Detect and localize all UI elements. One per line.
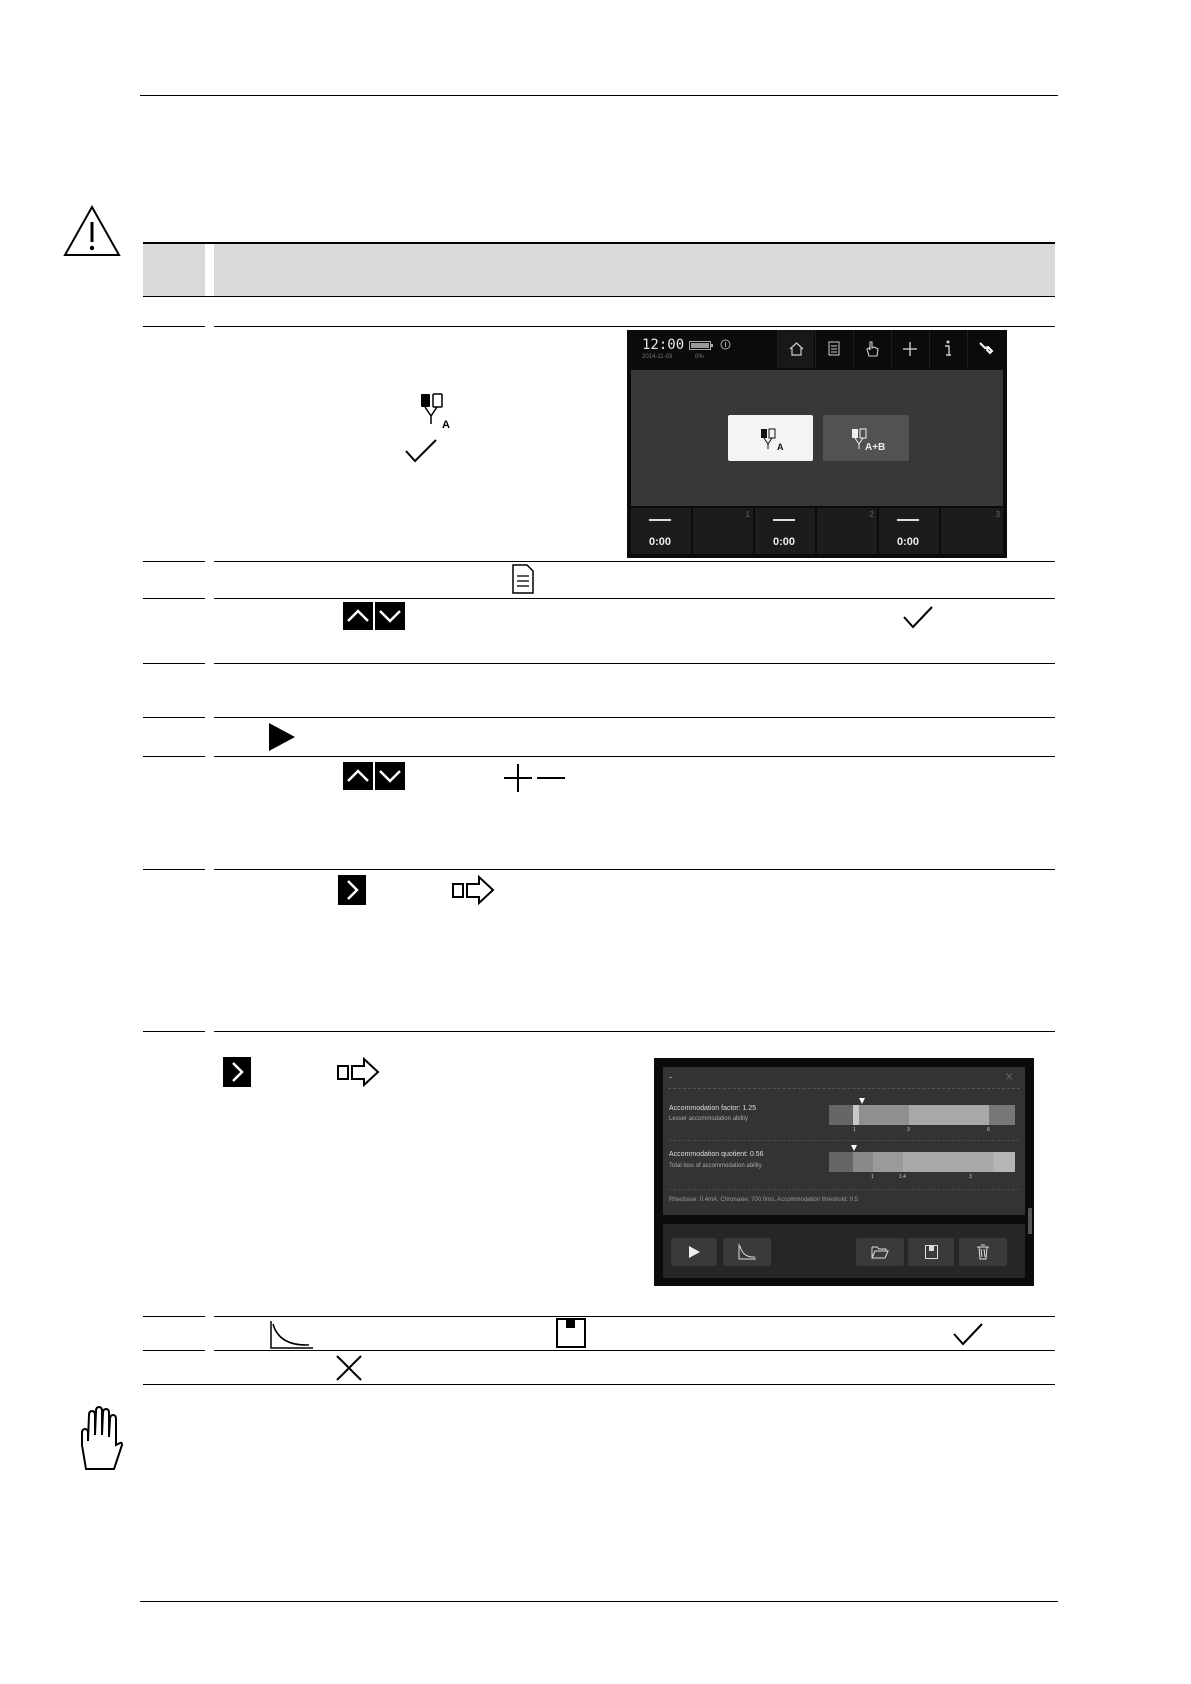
factor-tick: 6 — [987, 1127, 990, 1133]
folder-open-icon — [871, 1245, 889, 1259]
arrow-up-icon — [343, 762, 373, 790]
plus-icon — [903, 342, 917, 356]
check-icon — [902, 605, 934, 629]
tab-add[interactable] — [891, 330, 928, 368]
trash-icon — [976, 1244, 990, 1260]
factor-tick: 1 — [853, 1127, 856, 1133]
clock-date: 2014-11-03 — [642, 354, 673, 360]
action-toolbar — [663, 1224, 1025, 1278]
slot-number: 2 — [869, 510, 874, 519]
hand-pointer-icon — [864, 340, 880, 357]
check-icon — [404, 438, 438, 464]
table-header-rule — [143, 296, 1055, 297]
marker-icon — [859, 1098, 865, 1104]
accommodation-factor-label: Accommodation factor: 1.25 — [669, 1105, 757, 1112]
tab-info[interactable] — [929, 330, 966, 368]
page-header-rule — [140, 95, 1058, 96]
save-icon — [925, 1245, 938, 1259]
channel-slot-2[interactable] — [755, 508, 815, 554]
results-panel — [663, 1067, 1025, 1215]
next-icon — [223, 1057, 251, 1087]
quotient-scale-bar — [829, 1152, 1015, 1180]
mode-a-label: A — [777, 442, 784, 452]
open-folder-button[interactable] — [856, 1238, 904, 1266]
battery-percent: 0% — [695, 354, 704, 360]
slot-time: 0:00 — [773, 536, 796, 548]
save-button[interactable] — [908, 1238, 954, 1266]
factor-tick: 3 — [907, 1127, 910, 1133]
channel-slot-2-secondary[interactable] — [817, 508, 877, 554]
device-screen-home — [627, 330, 1007, 558]
plug-icon — [720, 339, 731, 350]
curve-button[interactable] — [723, 1238, 771, 1266]
stop-hand-icon — [78, 1405, 124, 1471]
svg-text:A: A — [442, 419, 450, 430]
quotient-tick: 1.4 — [899, 1174, 906, 1180]
factor-scale-bar — [829, 1105, 1015, 1133]
play-icon — [268, 722, 296, 752]
channel-slot-3-secondary[interactable] — [941, 508, 1003, 554]
arrow-down-icon — [375, 762, 405, 790]
save-icon — [556, 1318, 586, 1348]
slot-time: 0:00 — [649, 536, 672, 548]
continue-arrow-icon — [451, 875, 495, 905]
table-header-action-cell — [214, 244, 1055, 296]
results-title: - — [669, 1072, 672, 1082]
minus-icon — [536, 763, 566, 793]
mode-selection-panel — [631, 370, 1003, 506]
tab-documents[interactable] — [815, 330, 852, 368]
channel-slot-3[interactable] — [879, 508, 939, 554]
play-button[interactable] — [671, 1238, 717, 1266]
marker-icon — [851, 1145, 857, 1151]
slot-number: 3 — [995, 510, 1000, 519]
clock-time: 12:00 — [642, 337, 685, 353]
table-top-rule — [143, 242, 1055, 244]
mode-a-button[interactable] — [728, 415, 813, 461]
close-icon[interactable]: × — [1005, 1068, 1014, 1084]
warning-icon — [62, 204, 122, 258]
delete-button[interactable] — [959, 1238, 1007, 1266]
channel-slot-1[interactable] — [631, 508, 691, 554]
slot-number: 1 — [745, 510, 750, 519]
next-icon — [338, 875, 366, 905]
document-icon — [511, 564, 535, 594]
home-icon — [789, 342, 804, 356]
device-screen-accommodation — [654, 1058, 1034, 1286]
slot-time: 0:00 — [897, 536, 920, 548]
accommodation-factor-sub: Lesser accommodation ability — [669, 1116, 749, 1122]
quotient-tick: 1 — [871, 1174, 874, 1180]
curve-icon — [737, 1243, 757, 1261]
mode-ab-button[interactable] — [823, 415, 909, 461]
play-icon — [689, 1246, 700, 1258]
tab-home[interactable] — [777, 330, 814, 368]
accommodation-quotient-sub: Total loss of accommodation ability — [669, 1163, 762, 1169]
mode-ab-label: A+B — [865, 442, 886, 453]
electrode-a-icon — [419, 392, 453, 430]
quotient-tick: 3 — [969, 1174, 972, 1180]
tab-manual[interactable] — [853, 330, 890, 368]
arrow-down-icon — [375, 602, 405, 630]
continue-arrow-icon — [336, 1057, 380, 1087]
curve-icon — [269, 1320, 315, 1350]
tab-settings[interactable] — [967, 330, 1004, 368]
document-icon — [828, 341, 840, 356]
close-icon — [335, 1354, 363, 1382]
plus-icon — [503, 763, 533, 793]
battery-icon — [689, 341, 713, 350]
info-icon — [943, 340, 953, 357]
accommodation-quotient-label: Accommodation quotient: 0.56 — [669, 1151, 764, 1158]
table-header-step-cell — [143, 244, 205, 296]
page-footer-rule — [140, 1601, 1058, 1602]
wrench-icon — [978, 341, 994, 357]
channel-slot-1-secondary[interactable] — [693, 508, 753, 554]
results-summary: Rheobase: 0.4mA, Chronaxie: 700.0ms, Accommodation threshold: 0.5 — [669, 1197, 859, 1203]
check-icon — [952, 1322, 984, 1346]
arrow-up-icon — [343, 602, 373, 630]
